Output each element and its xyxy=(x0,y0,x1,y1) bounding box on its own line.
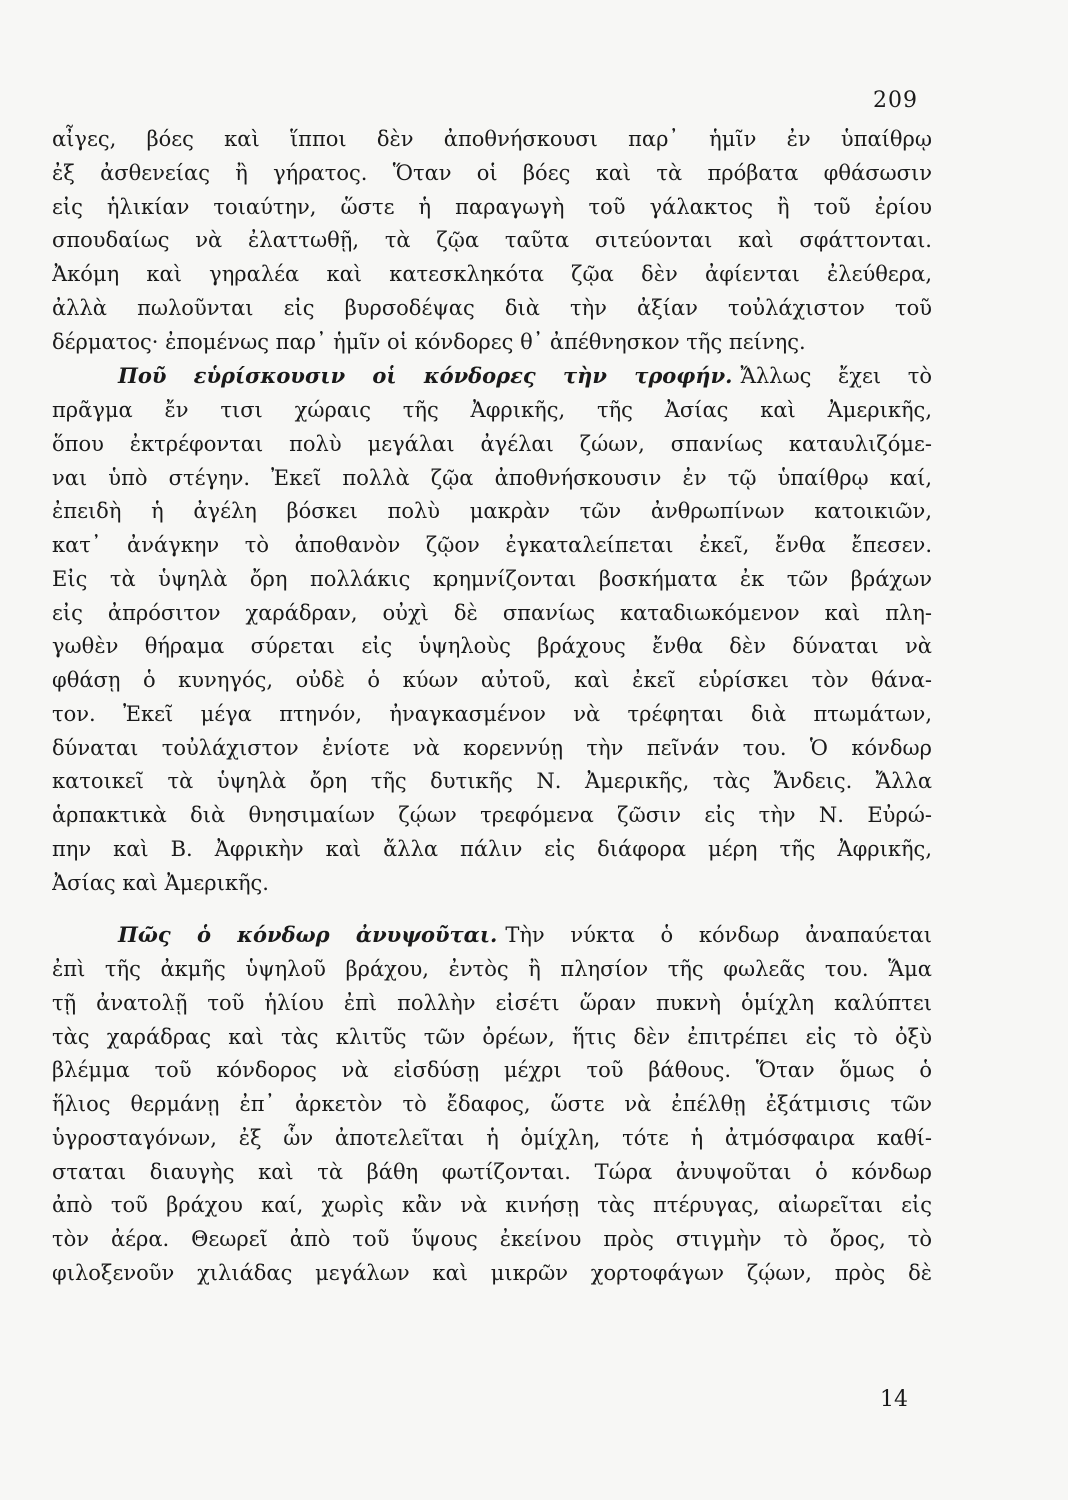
text-line: τὰς χαράδρας καὶ τὰς κλιτῦς τῶν ὀρέων, ἥτις δὲν ἐπιτρέπει εἰς τὸ ὀξὺ xyxy=(52,1024,932,1049)
text-run: Τὴν νύκτα ὁ κόνδωρ ἀναπαύεται xyxy=(505,923,932,948)
text-line: Εἰς τὰ ὑψηλὰ ὄρη πολλάκις κρημνίζονται βοσκήματα ἐκ τῶν βράχων xyxy=(52,566,932,591)
text-line: ἐπὶ τῆς ἀκμῆς ὑψηλοῦ βράχου, ἐντὸς ἢ πλησίον τῆς φωλεᾶς του. Ἅμα xyxy=(52,957,932,981)
text-line: πρᾶγμα ἔν τισι χώραις τῆς Ἀφρικῆς, τῆς Ἀσίας καὶ Ἀμερικῆς, xyxy=(52,398,932,422)
signature-mark: 14 xyxy=(880,1387,908,1412)
text-line: σταται διαυγὴς καὶ τὰ βάθη φωτίζονται. Τώρα ἀνυψοῦται ὁ κόνδωρ xyxy=(52,1159,932,1184)
text-line: ἁρπακτικὰ διὰ θνησιμαίων ζῴων τρεφόμενα ζῶσιν εἰς τὴν Ν. Εὐρώ- xyxy=(52,803,932,827)
text-run: Ἄλλως ἔχει τὸ xyxy=(740,364,932,389)
text-line: τον. Ἐκεῖ μέγα πτηνόν, ἠναγκασμένον νὰ τρέφηται διὰ πτωμάτων, xyxy=(52,701,932,726)
text-line: εἰς ἡλικίαν τοιαύτην, ὥστε ἡ παραγωγὴ τοῦ γάλακτος ἢ τοῦ ἐρίου xyxy=(52,194,932,219)
text-line: σπουδαίως νὰ ἐλαττωθῇ, τὰ ζῷα ταῦτα σιτεύονται καὶ σφάττονται. xyxy=(52,228,932,253)
text-line: ἥλιος θερμάνῃ ἐπ᾽ ἀρκετὸν τὸ ἔδαφος, ὥστε νὰ ἐπέλθῃ ἐξάτμισις τῶν xyxy=(52,1092,932,1116)
text-line: ναι ὑπὸ στέγην. Ἐκεῖ πολλὰ ζῷα ἀποθνήσκουσιν ἐν τῷ ὑπαίθρῳ καί, xyxy=(52,465,932,490)
text-line: ἀλλὰ πωλοῦνται εἰς βυρσοδέψας διὰ τὴν ἀξίαν τοὐλάχιστον τοῦ xyxy=(52,295,932,320)
text-line: ὅπου ἐκτρέφονται πολὺ μεγάλαι ἀγέλαι ζώων, σπανίως καταυλιζόμε- xyxy=(52,431,932,456)
text-line: φθάσῃ ὁ κυνηγός, οὐδὲ ὁ κύων αὐτοῦ, καὶ ἐκεῖ εὑρίσκει τὸν θάνα- xyxy=(52,668,932,692)
text-line: κατοικεῖ τὰ ὑψηλὰ ὄρη τῆς δυτικῆς Ν. Ἀμερικῆς, τὰς Ἄνδεις. Ἄλλα xyxy=(52,769,932,794)
text-line: ἐξ ἀσθενείας ἢ γήρατος. Ὅταν οἱ βόες καὶ τὰ πρόβατα φθάσωσιν xyxy=(52,160,932,185)
text-line xyxy=(52,918,932,953)
body-text xyxy=(52,123,932,1291)
paragraph-1 xyxy=(52,123,932,359)
paragraph-3 xyxy=(52,918,932,1290)
text-line: εἰς ἀπρόσιτον χαράδραν, οὐχὶ δὲ σπανίως καταδιωκόμενον καὶ πλη- xyxy=(52,600,932,625)
paragraph-gap xyxy=(52,900,932,918)
text-line: αἶγες, βόες καὶ ἵπποι δὲν ἀποθνήσκουσι παρ᾽ ἡμῖν ἐν ὑπαίθρῳ xyxy=(52,127,932,151)
text-line: τῇ ἀνατολῇ τοῦ ἡλίου ἐπὶ πολλὴν εἰσέτι ὥραν πυκνὴ ὁμίχλη καλύπτει xyxy=(52,990,932,1015)
section-heading: Ποῦ εὑρίσκουσιν οἱ κόνδορες τὴν τροφήν. xyxy=(118,363,733,389)
text-line: Ἀσίας καὶ Ἀμερικῆς. xyxy=(52,870,269,895)
text-line: Ἀκόμη καὶ γηραλέα καὶ κατεσκληκότα ζῷα δὲν ἀφίενται ἐλεύθερα, xyxy=(52,262,932,286)
paragraph-2 xyxy=(52,359,932,900)
page-number: 209 xyxy=(873,88,918,113)
text-line: πην καὶ Β. Ἀφρικὴν καὶ ἄλλα πάλιν εἰς διάφορα μέρη τῆς Ἀφρικῆς, xyxy=(52,836,932,861)
section-heading: Πῶς ὁ κόνδωρ ἀνυψοῦται. xyxy=(118,922,498,948)
text-line: ἐπειδὴ ἡ ἀγέλη βόσκει πολὺ μακρὰν τῶν ἀνθρωπίνων κατοικιῶν, xyxy=(52,499,932,524)
text-line: τὸν ἀέρα. Θεωρεῖ ἀπὸ τοῦ ὕψους ἐκείνου πρὸς στιγμὴν τὸ ὄρος, τὸ xyxy=(52,1227,932,1251)
text-line: κατ᾽ ἀνάγκην τὸ ἀποθανὸν ζῷον ἐγκαταλείπεται ἐκεῖ, ἔνθα ἔπεσεν. xyxy=(52,533,932,557)
text-line: δύναται τοὐλάχιστον ἐνίοτε νὰ κορεννύῃ τὴν πεῖνάν του. Ὁ κόνδωρ xyxy=(52,735,932,760)
text-line: δέρματος· ἐπομένως παρ᾽ ἡμῖν οἱ κόνδορες θ᾽ ἀπέθνησκον τῆς πείνης. xyxy=(52,329,806,354)
text-line: ἀπὸ τοῦ βράχου καί, χωρὶς κἂν νὰ κινήσῃ τὰς πτέρυγας, αἰωρεῖται εἰς xyxy=(52,1193,932,1218)
text-line: βλέμμα τοῦ κόνδορος νὰ εἰσδύσῃ μέχρι τοῦ βάθους. Ὅταν ὅμως ὁ xyxy=(52,1058,932,1083)
text-line: ὑγροσταγόνων, ἐξ ὧν ἀποτελεῖται ἡ ὁμίχλη, τότε ἡ ἀτμόσφαιρα καθί- xyxy=(52,1125,932,1150)
text-line xyxy=(52,359,932,394)
text-line: γωθὲν θήραμα σύρεται εἰς ὑψηλοὺς βράχους ἔνθα δὲν δύναται νὰ xyxy=(52,634,932,659)
text-line: φιλοξενοῦν χιλιάδας μεγάλων καὶ μικρῶν χορτοφάγων ζῴων, πρὸς δὲ xyxy=(52,1260,932,1285)
